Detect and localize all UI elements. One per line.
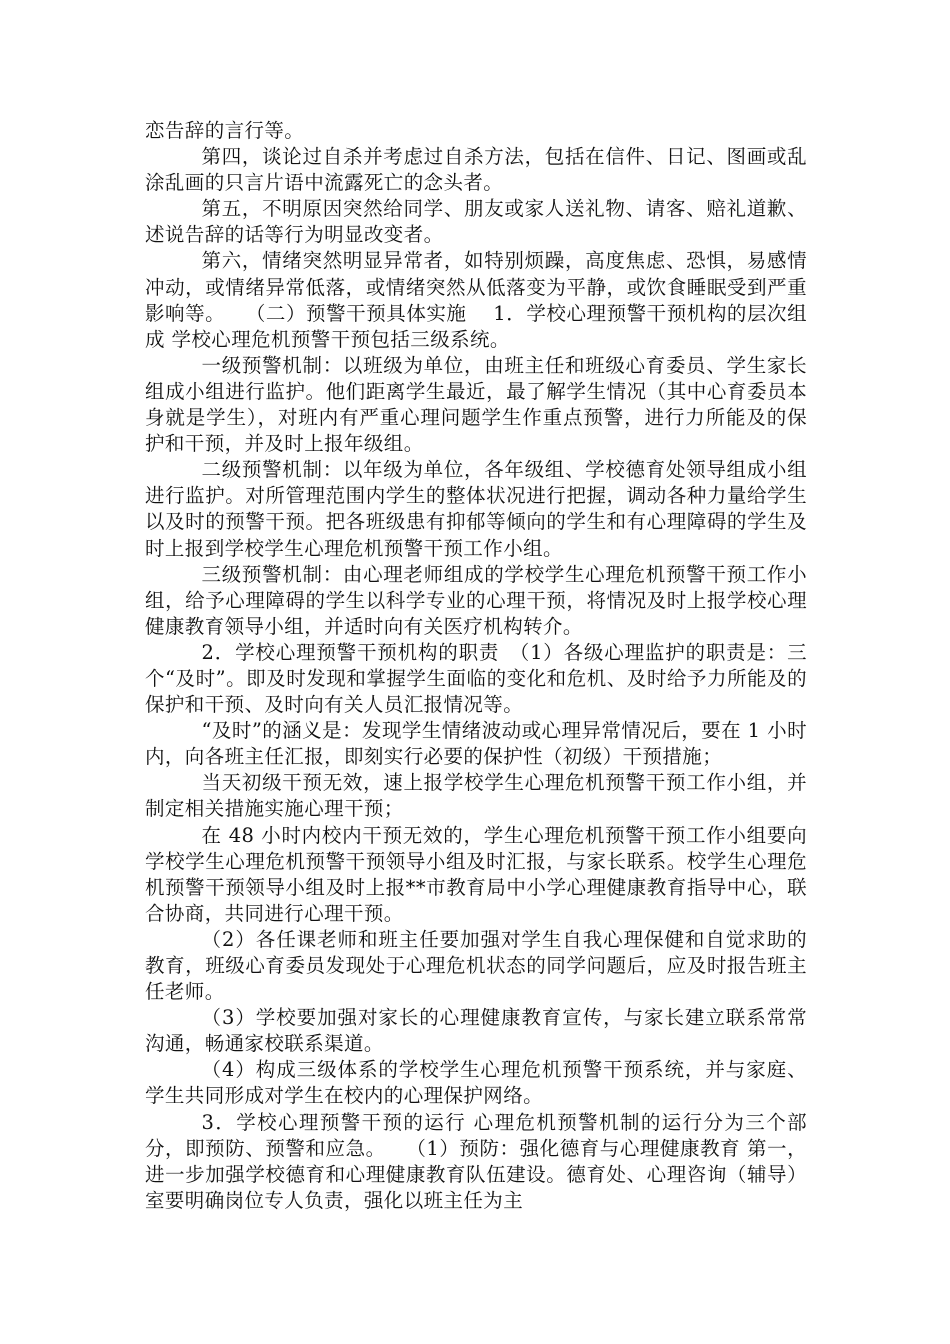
paragraph-2: 第四，谈论过自杀并考虑过自杀方法，包括在信件、日记、图画或乱涂乱画的只言片语中流露死亡的念头者。 [145, 145, 807, 195]
paragraph-3: 第五，不明原因突然给同学、朋友或家人送礼物、请客、赔礼道歉、述说告辞的话等行为明显改变者。 [145, 197, 807, 247]
paragraph-1: 恋告辞的言行等。 [145, 119, 305, 142]
paragraph-14: （4）构成三级体系的学校学生心理危机预警干预系统，并与家庭、学生共同形成对学生在校内的心理保护网络。 [145, 1058, 807, 1108]
paragraph-13: （3）学校要加强对家长的心理健康教育宣传，与家长建立联系常常沟通，畅通家校联系渠道。 [145, 1006, 807, 1056]
paragraph-15: 3．学校心理预警干预的运行 心理危机预警机制的运行分为三个部分，即预防、预警和应急。 （1）预防：强化德育与心理健康教育 第一，进一步加强学校德育和心理健康教育队伍建设。德育处、心理咨询（辅导）室要明确岗位专人负责，强化以班主任为主 [145, 1110, 807, 1212]
document-body [145, 118, 807, 1214]
paragraph-4: 第六，情绪突然明显异常者，如特别烦躁，高度焦虑、恐惧，易感情冲动，或情绪异常低落，或情绪突然从低落变为平静，或饮食睡眠受到严重影响等。 （二）预警干预具体实施 1．学校心理预警干预机构的层次组成 学校心理危机预警干预包括三级系统。 [145, 249, 807, 351]
paragraph-10: 当天初级干预无效，速上报学校学生心理危机预警干预工作小组，并制定相关措施实施心理干预； [145, 771, 807, 821]
paragraph-7: 三级预警机制：由心理老师组成的学校学生心理危机预警干预工作小组，给予心理障碍的学生以科学专业的心理干预，将情况及时上报学校心理健康教育领导小组，并适时向有关医疗机构转介。 [145, 562, 807, 638]
paragraph-11: 在 48 小时内校内干预无效的，学生心理危机预警干预工作小组要向学校学生心理危机预警干预领导小组及时汇报，与家长联系。校学生心理危机预警干预领导小组及时上报**市教育局中小学心理健康教育指导中心，联合协商，共同进行心理干预。 [145, 823, 807, 925]
paragraph-6: 二级预警机制：以年级为单位，各年级组、学校德育处领导组成小组进行监护。对所管理范围内学生的整体状况进行把握，调动各种力量给学生以及时的预警干预。把各班级患有抑郁等倾向的学生和有心理障碍的学生及时上报到学校学生心理危机预警干预工作小组。 [145, 458, 807, 560]
paragraph-8: 2．学校心理预警干预机构的职责 （1）各级心理监护的职责是：三个“及时”。即及时发现和掌握学生面临的变化和危机、及时给予力所能及的保护和干预、及时向有关人员汇报情况等。 [145, 640, 807, 717]
paragraph-9: “及时”的涵义是：发现学生情绪波动或心理异常情况后，要在 1 小时内，向各班主任汇报，即刻实行必要的保护性（初级）干预措施； [145, 719, 807, 769]
paragraph-5: 一级预警机制：以班级为单位，由班主任和班级心育委员、学生家长组成小组进行监护。他们距离学生最近，最了解学生情况（其中心育委员本身就是学生），对班内有严重心理问题学生作重点预警，进行力所能及的保护和干预，并及时上报年级组。 [145, 353, 807, 456]
paragraph-12: （2）各任课老师和班主任要加强对学生自我心理保健和自觉求助的教育，班级心育委员发现处于心理危机状态的同学问题后，应及时报告班主任老师。 [145, 927, 807, 1004]
